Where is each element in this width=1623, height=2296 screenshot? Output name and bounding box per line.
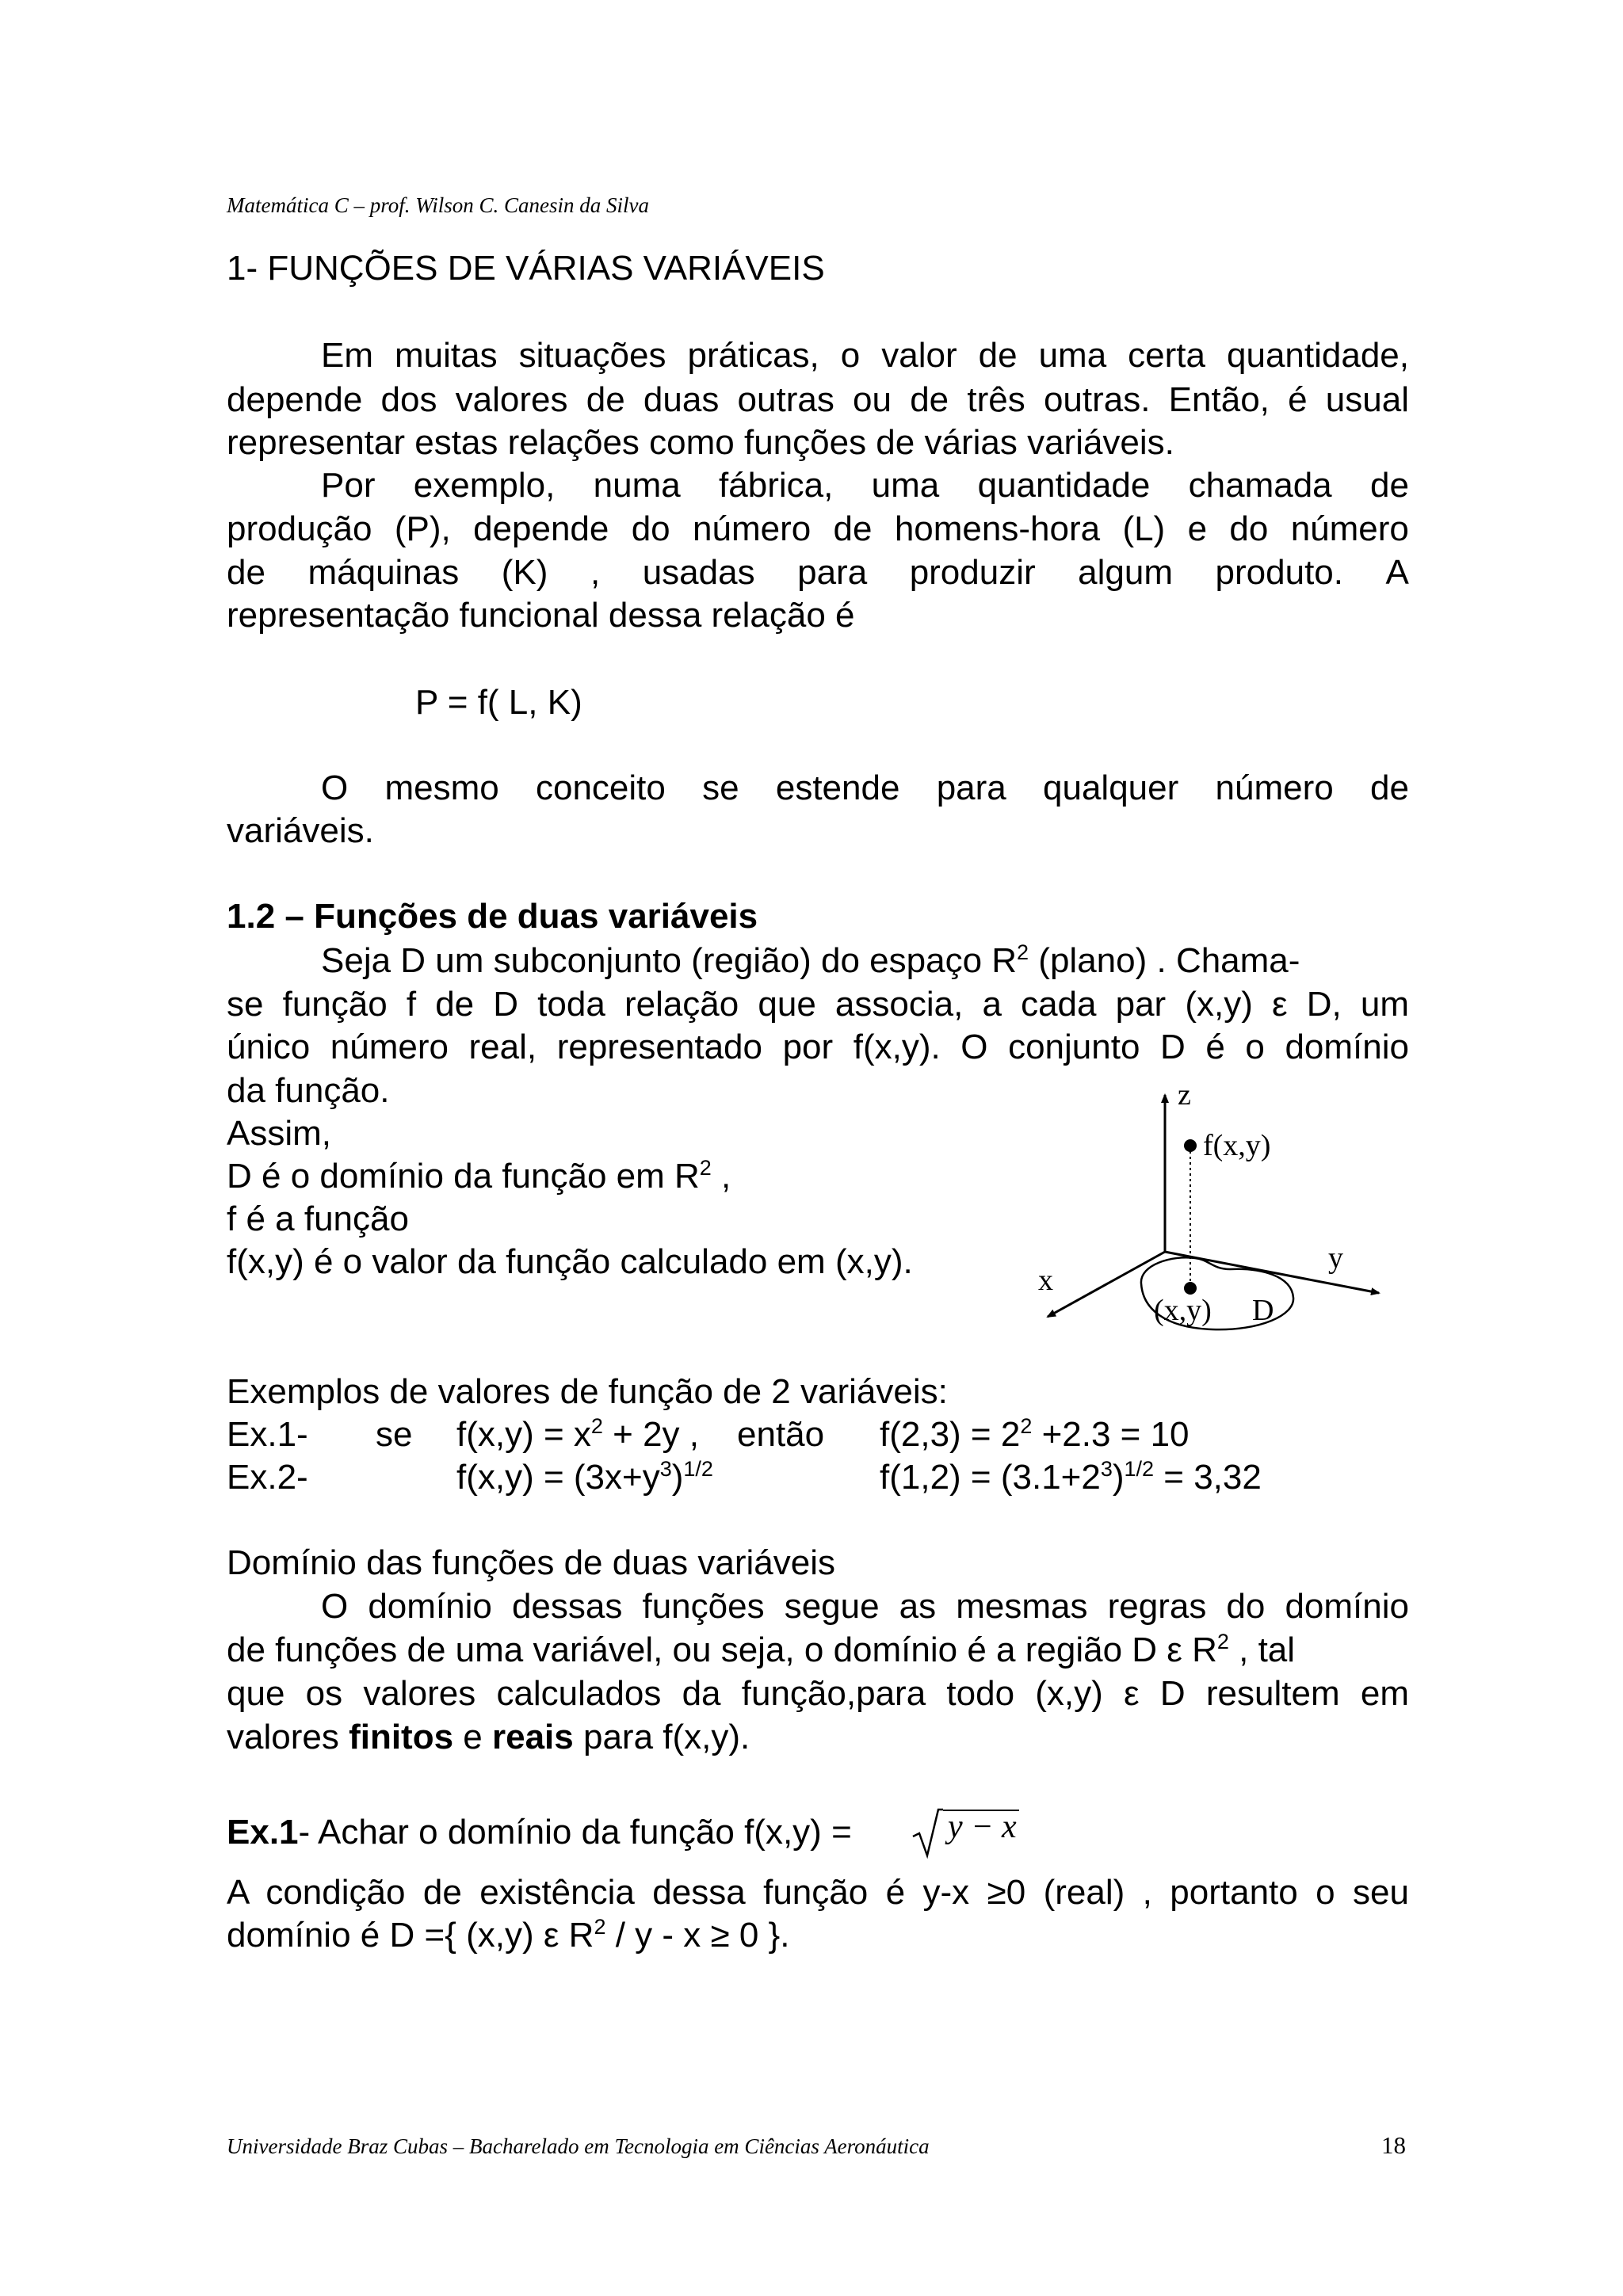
intro-p2-line1: Por exemplo, numa fábrica, uma quantidade chamada de [321, 466, 1409, 505]
example2-label: Ex.2- [227, 1458, 308, 1497]
domain-example-line: Ex.1- Achar o domínio da função f(x,y) = [227, 1813, 852, 1852]
intro-p1-line3: representar estas relações como funções de várias variáveis. [227, 423, 1174, 462]
example1-function: $f(x,y) = x^2 + 2y$ , [456, 1414, 700, 1454]
intro-p1-line1: Em muitas situações práticas, o valor de uma certa quantidade, [321, 336, 1409, 375]
concept-line2: variáveis. [227, 811, 374, 850]
domain-line4: valores finitos e reais para f(x,y). [227, 1718, 750, 1756]
y-axis-label: y [1328, 1241, 1343, 1275]
region-d-label: D [1252, 1294, 1274, 1327]
domain-title: Domínio das funções de duas variáveis [227, 1543, 835, 1582]
intro-p2-line3: de máquinas (K) , usadas para produzir algum produto. A [227, 553, 1409, 592]
example1-result: $f(2,3) = 2^2 +2.3 = 10$ [880, 1414, 1190, 1454]
def-line4: da função. [227, 1071, 390, 1110]
domain-line3: que os valores calculados da função,para todo (x,y) ε D resultem em [227, 1674, 1409, 1713]
z-axis-label: z [1178, 1078, 1191, 1112]
section-title: 1- FUNÇÕES DE VÁRIAS VARIÁVEIS [227, 249, 825, 288]
def-line2: se função f de D toda relação que associa, a cada par (x,y) ε D, um [227, 985, 1409, 1024]
intro-p1-line2: depende dos valores de duas outras ou de três outras. Então, é usual [227, 380, 1409, 419]
subsection-title: 1.2 – Funções de duas variáveis [227, 897, 758, 936]
sqrt-icon [911, 1806, 943, 1859]
x-axis-label: x [1038, 1264, 1053, 1297]
example1-label: Ex.1- [227, 1415, 308, 1454]
axes-3d-figure [1022, 1077, 1403, 1347]
example2-result: $f(1,2) = (3.1+2^3)^{1/2} = 3,32$ [880, 1457, 1262, 1497]
xy-point-label: (x,y) [1154, 1294, 1212, 1327]
def-line8: f(x,y) é o valor da função calculado em (x,y). [227, 1242, 913, 1281]
concept-line1: O mesmo conceito se estende para qualquer número de [321, 769, 1409, 807]
example1-entao: então [737, 1415, 825, 1454]
page-footer: Universidade Braz Cubas – Bacharelado em Tecnologia em Ciências Aeronáutica [227, 2134, 930, 2158]
point-fxy [1184, 1139, 1197, 1152]
domain-line1: O domínio dessas funções segue as mesmas regras do domínio [321, 1587, 1409, 1626]
page-header: Matemática C – prof. Wilson C. Canesin da Silva [227, 193, 649, 217]
def-line6: D é o domínio da função em $R^2$ , [227, 1156, 731, 1196]
def-line1: Seja D um subconjunto (região) do espaço $R^2$ (plano) . Chama- [321, 940, 1300, 980]
page-number: 18 [1381, 2131, 1406, 2159]
def-line5: Assim, [227, 1114, 331, 1153]
domain-set: domínio é D ={ (x,y) ε $R^2 / y - x \ge 0$ }. [227, 1915, 790, 1955]
example1-se: se [376, 1415, 413, 1454]
formula-production: P = f( L, K) [415, 683, 582, 722]
intro-p2-line2: produção (P), depende do número de homens-hora (L) e do número [227, 509, 1409, 548]
def-line7: f é a função [227, 1199, 409, 1238]
existence-condition: A condição de existência dessa função é y-x ≥0 (real) , portanto o seu [227, 1873, 1409, 1912]
def-line3: único número real, representado por f(x,y). O conjunto D é o domínio [227, 1028, 1409, 1066]
intro-p2-line4: representação funcional dessa relação é [227, 596, 855, 635]
examples-title: Exemplos de valores de função de 2 variáveis: [227, 1372, 948, 1411]
fxy-label: f(x,y) [1203, 1129, 1271, 1162]
example2-function: $f(x,y) = (3x+y^3)^{1/2}$ [456, 1457, 713, 1497]
sqrt-radicand: y − x [948, 1809, 1017, 1845]
x-axis [1048, 1252, 1165, 1317]
domain-line2: de funções de uma variável, ou seja, o domínio é a região D ε $R^2$ , tal [227, 1630, 1296, 1669]
